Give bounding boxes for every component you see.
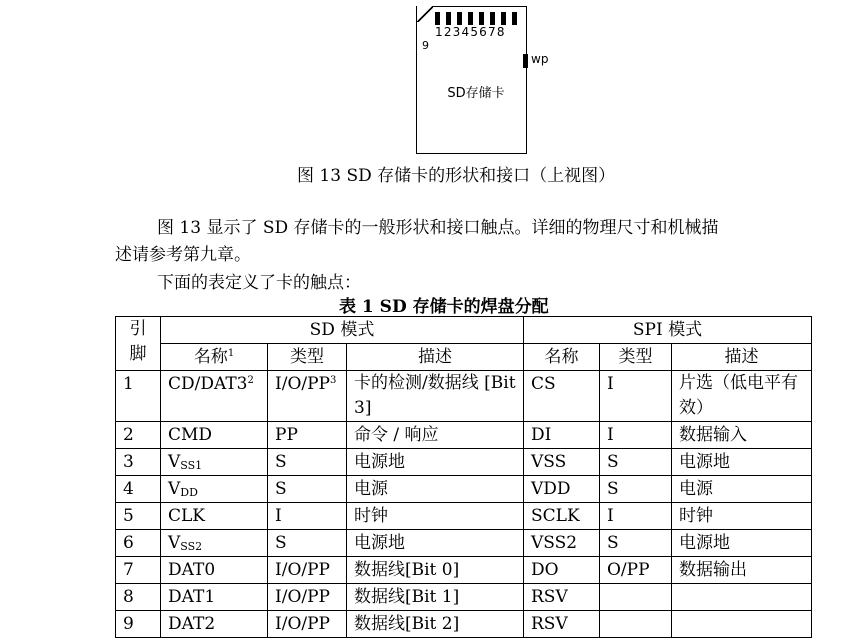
cell-sd-name: DAT0 [161,557,268,584]
cell-spi-desc: 电源地 [672,449,812,476]
table-header-row [116,317,812,344]
pin-9-label: 9 [422,39,429,52]
table-row [116,611,812,638]
cell-sd-name: DAT2 [161,611,268,638]
table-row [116,422,812,449]
cell-spi-desc [672,611,812,638]
header-sd-desc: 描述 [347,344,524,371]
cell-spi-desc: 电源 [672,476,812,503]
cell-spi-desc: 时钟 [672,503,812,530]
card-pin-contact [468,12,473,25]
cell-sd-name: $V_{DD}$ [161,476,268,503]
header-pin: 引脚 [116,317,161,371]
cell-sd-desc: 电源地 [347,449,524,476]
table-row [116,557,812,584]
header-spi-type: 类型 [600,344,672,371]
table-caption: 表 1 SD 存储卡的焊盘分配 [339,297,549,317]
table-row [116,503,812,530]
write-protect-label: wp [531,52,549,66]
cell-spi-desc [672,584,812,611]
card-pin-contact [457,12,462,25]
header-spi-mode: SPI 模式 [524,317,812,344]
cell-spi-desc: 数据输入 [672,422,812,449]
pin-numbers: 12345678 [435,25,506,39]
card-pin-contact [446,12,451,25]
paragraph-line: 图 13 显示了 SD 存储卡的一般形状和接口触点。详细的物理尺寸和机械描 [157,218,719,238]
cell-sd-desc: 电源 [347,476,524,503]
sd-card-diagram [416,6,549,154]
cell-spi-name: RSV [524,611,600,638]
cell-sd-name: $V_{SS1}$ [161,449,268,476]
cell-sd-type: I/O/PP [268,584,347,611]
card-pin-contact [501,12,506,25]
table-subheader-row [116,344,812,371]
cell-spi-type [600,584,672,611]
cell-pin: 9 [116,611,161,638]
cell-spi-type: O/PP [600,557,672,584]
footnote-marker: 3 [329,375,337,386]
cell-pin: 1 [116,371,161,422]
cell-spi-type: I [600,422,672,449]
cell-spi-name: DO [524,557,600,584]
cell-sd-name: CLK [161,503,268,530]
figure-caption: 图 13 SD 存储卡的形状和接口（上视图） [297,166,616,186]
cell-pin: 4 [116,476,161,503]
paragraph-line: 述请参考第九章。 [115,245,251,265]
cell-sd-name: $CD/DAT3^2$ [161,371,268,422]
cell-pin: 5 [116,503,161,530]
footnote-marker: 2 [247,375,254,386]
cell-spi-type: S [600,530,672,557]
card-label: SD存储卡 [447,86,505,101]
header-spi-name: 名称 [524,344,600,371]
card-top-edge [432,6,527,7]
cell-pin: 8 [116,584,161,611]
cell-sd-desc: 数据线[Bit 2] [347,611,524,638]
cell-sd-desc: 卡的检测/数据线 [Bit 3] [347,371,524,422]
write-protect-tab [523,54,528,68]
cell-sd-type: S [268,476,347,503]
cell-spi-name: CS [524,371,600,422]
cell-spi-desc: 数据输出 [672,557,812,584]
header-sd-name: 名称$^1$ [161,344,268,371]
cell-spi-name: VSS [524,449,600,476]
cell-spi-desc: 片选（低电平有效） [672,371,812,422]
card-pin-contact [490,12,495,25]
cell-spi-type: I [600,371,672,422]
footnote-marker: 1 [227,348,235,359]
table-row [116,371,812,422]
header-spi-desc: 描述 [672,344,812,371]
paragraph-line: 下面的表定义了卡的触点： [157,273,361,293]
cell-spi-name: SCLK [524,503,600,530]
cell-sd-name: DAT1 [161,584,268,611]
cell-sd-type: S [268,449,347,476]
cell-spi-type [600,611,672,638]
table-row [116,476,812,503]
cell-pin: 3 [116,449,161,476]
cell-sd-name: $V_{SS2}$ [161,530,268,557]
cell-spi-desc: 电源地 [672,530,812,557]
cell-spi-type: S [600,449,672,476]
cell-sd-type: I/O/PP [268,611,347,638]
subscript: SS2 [180,540,203,553]
cell-sd-desc: 数据线[Bit 1] [347,584,524,611]
card-corner-notch [417,6,433,22]
card-pin-contact [479,12,484,25]
subscript: SS1 [180,459,203,472]
header-sd-type: 类型 [268,344,347,371]
cell-sd-desc: 电源地 [347,530,524,557]
card-pin-contact [512,12,517,25]
cell-sd-desc: 数据线[Bit 0] [347,557,524,584]
cell-spi-type: S [600,476,672,503]
cell-sd-desc: 命令 / 响应 [347,422,524,449]
cell-spi-name: VDD [524,476,600,503]
subscript: DD [180,486,198,499]
cell-sd-type: I/O/PP [268,557,347,584]
table-row [116,584,812,611]
cell-sd-type: $I/O/PP^3$ [268,371,347,422]
cell-pin: 6 [116,530,161,557]
pad-assignment-table [115,316,812,638]
table-row [116,449,812,476]
header-sd-mode: SD 模式 [161,317,524,344]
card-pin-contact [435,12,440,25]
cell-spi-type: I [600,503,672,530]
cell-spi-name: DI [524,422,600,449]
cell-sd-type: I [268,503,347,530]
cell-sd-type: PP [268,422,347,449]
cell-spi-name: RSV [524,584,600,611]
cell-pin: 2 [116,422,161,449]
cell-pin: 7 [116,557,161,584]
cell-sd-name: CMD [161,422,268,449]
cell-sd-desc: 时钟 [347,503,524,530]
cell-sd-type: S [268,530,347,557]
table-row [116,530,812,557]
cell-spi-name: VSS2 [524,530,600,557]
